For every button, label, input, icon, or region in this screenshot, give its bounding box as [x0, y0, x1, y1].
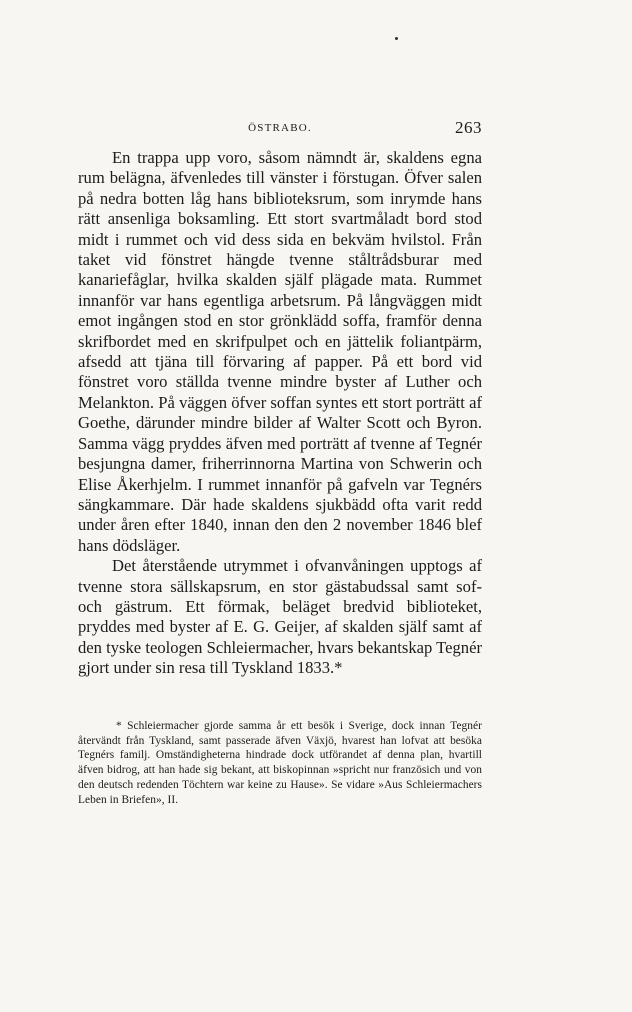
running-head [78, 118, 482, 142]
paragraph-1: En trappa upp voro, såsom nämndt är, skaldens egna rum belägna, äfvenledes till vänster i förstugan. Öfver salen på nedra botten låg hans biblioteksrum, som inrymde hans rätt ansenliga boksamling. Ett stort svartmåladt bord stod midt i rummet och vid dess sida en bekväm hvilstol. Från taket vid fönstret hängde tvenne ståltrådsburar med kanariefåglar, hvilka skalden själf plägade mata. Rummet innanför var hans egentliga arbetsrum. På långväggen midt emot ingången stod en stor grönklädd soffa, framför denna skrifbordet med en skrifpulpet och en jättelik foliantpärm, afsedd att tjäna till förvaring af papper. På ett bord vid fönstret voro ställda tvenne mindre byster af Luther och Melankton. På väggen öfver soffan syntes ett stort porträtt af Goethe, därunder mindre bilder af Walter Scott och Byron. Samma vägg pryddes äfven med porträtt af tvenne af Tegnér besjungna damer, friherrinnorna Martina von Schwerin och Elise Åkerhjelm. I rummet innanför på gafveln var Tegnérs sängkammare. Där hade skaldens sjukbädd ofta varit redd under åren efter 1840, innan den den 2 november 1846 blef hans dödsläger. [78, 148, 482, 555]
print-speck [395, 37, 398, 40]
footnote: * Schleiermacher gjorde samma år ett besök i Sverige, dock innan Tegnér återvändt från Tyskland, samt passerade äfven Växjö, hvarest han lofvat att besöka Tegnérs familj. Omständigheterna hindrade dock utförandet af denna plan, hvartill äfven bidrog, att han hade sig bekant, att biskopinnan »spricht nur französich und von den deutsch redenden Töchtern war keine zu Hause». Se vidare »Aus Schleiermachers Leben in Briefen», II. [78, 720, 482, 806]
page-number: 263 [455, 118, 482, 137]
body-text [78, 148, 482, 679]
running-title: ÖSTRABO. [248, 122, 312, 134]
paragraph-2: Det återstående utrymmet i ofvanvåningen upptogs af tvenne stora sällskapsrum, en stor gästabudssal samt sof- och gästrum. Ett förmak, beläget bredvid biblioteket, pryddes med byster af E. G. Geijer, af skalden själf samt af den tyske teologen Schleiermacher, hvars bekantskap Tegnér gjort under sin resa till Tyskland 1833.* [78, 556, 482, 678]
